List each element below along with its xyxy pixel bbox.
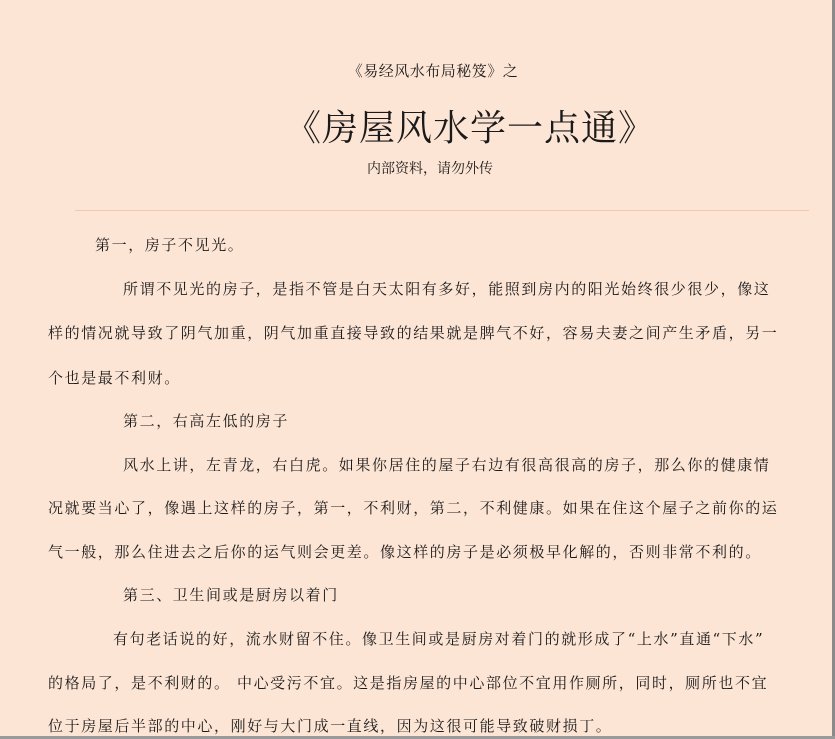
body-line: 的格局了，是不利财的。 中心受污不宜。这是指房屋的中心部位不宜用作厕所，同时，厕所也不宜: [48, 674, 769, 692]
body-line: 样的情况就导致了阴气加重，阴气加重直接导致的结果就是脾气不好，容易夫妻之间产生矛盾，另一: [48, 324, 779, 342]
body-line: 况就要当心了，像遇上这样的房子，第一，不利财，第二，不利健康。如果在住这个屋子之前你的运: [48, 499, 779, 517]
confidential-note: 内部资料，请勿外传: [367, 161, 493, 177]
header-divider: [75, 210, 809, 211]
body-line: 风水上讲，左青龙，右白虎。如果你居住的屋子右边有很高很高的房子，那么你的健康情: [123, 456, 771, 474]
section-heading-1: 第一，房子不见光。: [95, 236, 245, 254]
body-line: 位于房屋后半部的中心，刚好与大门成一直线，因为这很可能导致破财损丁。: [48, 717, 613, 735]
body-line: 所谓不见光的房子，是指不管是白天太阳有多好，能照到房内的阳光始终很少很少，像这: [123, 280, 771, 298]
section-heading-2: 第二，右高左低的房子: [123, 412, 290, 430]
section-heading-3: 第三、卫生间或是厨房以着门: [123, 586, 339, 604]
body-line: 个也是最不利财。: [48, 369, 181, 387]
page-title: 《房屋风水学一点通》: [284, 108, 655, 149]
book-reference: 《易经风水布局秘笈》之: [347, 62, 519, 80]
body-line: 气一般，那么住进去之后你的运气则会更差。像这样的房子是必须极早化解的，否则非常不利的。: [48, 543, 762, 561]
body-line: 有句老话说的好，流水财留不住。像卫生间或是厨房对着门的就形成了“上水”直通“下水”: [113, 630, 765, 648]
